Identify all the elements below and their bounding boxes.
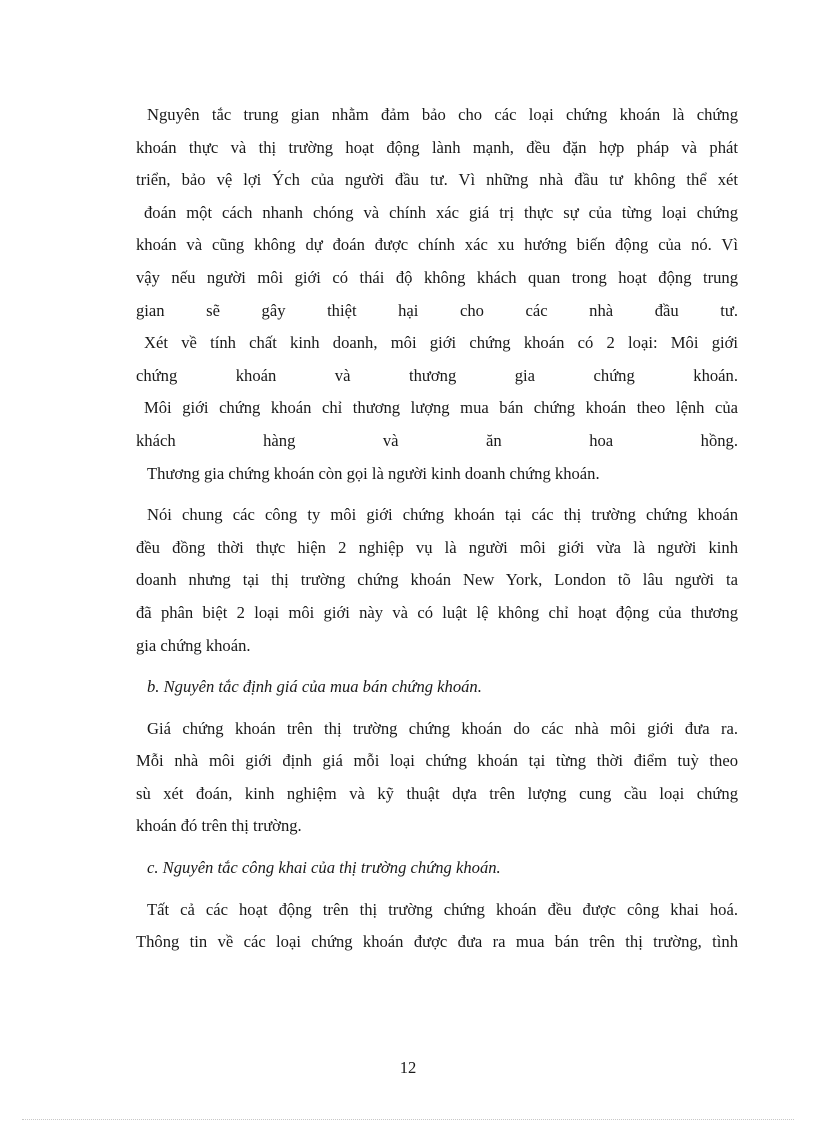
text-line: sù xét đoán, kinh nghiệm và kỹ thuật dựa trên lượng cung cầu loại chứng <box>136 783 738 803</box>
section-heading: b. Nguyên tắc định giá của mua bán chứng khoán. <box>147 677 482 697</box>
text-line: chứng khoán và thương gia chứng khoán. <box>136 365 738 385</box>
text-line: Giá chứng khoán trên thị trường chứng khoán do các nhà môi giới đưa ra. <box>147 718 738 738</box>
text-line: khoán thực và thị trường hoạt động lành mạnh, đều đặn hợp pháp và phát <box>136 137 738 157</box>
text-line: gian sẽ gây thiệt hại cho các nhà đầu tư. <box>136 300 738 320</box>
text-line: đã phân biệt 2 loại môi giới này và có luật lệ không chỉ hoạt động của thương <box>136 602 738 622</box>
text-line: doanh nhưng tại thị trường chứng khoán New York, London tõ lâu người ta <box>136 570 738 590</box>
text-line: Môi giới chứng khoán chỉ thương lượng mua bán chứng khoán theo lệnh của <box>144 398 738 418</box>
page-number: 12 <box>399 1058 417 1077</box>
text-line: khoán và cũng không dự đoán được chính xác xu hướng biến động của nó. Vì <box>136 235 738 255</box>
text-line: Nói chung các công ty môi giới chứng khoán tại các thị trường chứng khoán <box>147 505 738 525</box>
text-line: Tất cả các hoạt động trên thị trường chứng khoán đều được công khai hoá. <box>147 899 738 919</box>
text-line: triển, bảo vệ lợi Ých của người đầu tư. Vì những nhà đầu tư không thể xét <box>136 170 738 190</box>
text-line: Thương gia chứng khoán còn gọi là người kinh doanh chứng khoán. <box>147 463 600 483</box>
text-line: gia chứng khoán. <box>136 635 251 655</box>
text-line: Thông tin về các loại chứng khoán được đưa ra mua bán trên thị trường, tình <box>136 932 738 952</box>
text-line: đều đồng thời thực hiện 2 nghiệp vụ là người môi giới vừa là người kinh <box>136 537 738 557</box>
page-bottom-divider <box>22 1119 794 1120</box>
text-line: Nguyên tắc trung gian nhằm đảm bảo cho các loại chứng khoán là chứng <box>147 105 738 124</box>
body-text <box>136 99 738 959</box>
text-line: Xét về tính chất kinh doanh, môi giới chứng khoán có 2 loại: Môi giới <box>144 333 738 353</box>
text-line: khoán đó trên thị trường. <box>136 816 302 836</box>
text-line: vậy nếu người môi giới có thái độ không khách quan trong hoạt động trung <box>136 267 738 287</box>
text-line: khách hàng và ăn hoa hồng. <box>136 430 738 450</box>
section-heading: c. Nguyên tắc công khai của thị trường chứng khoán. <box>147 858 501 878</box>
text-line: Mỗi nhà môi giới định giá mỗi loại chứng khoán tại từng thời điểm tuỳ theo <box>136 751 738 771</box>
text-line: đoán một cách nhanh chóng và chính xác giá trị thực sự của từng loại chứng <box>144 202 738 222</box>
